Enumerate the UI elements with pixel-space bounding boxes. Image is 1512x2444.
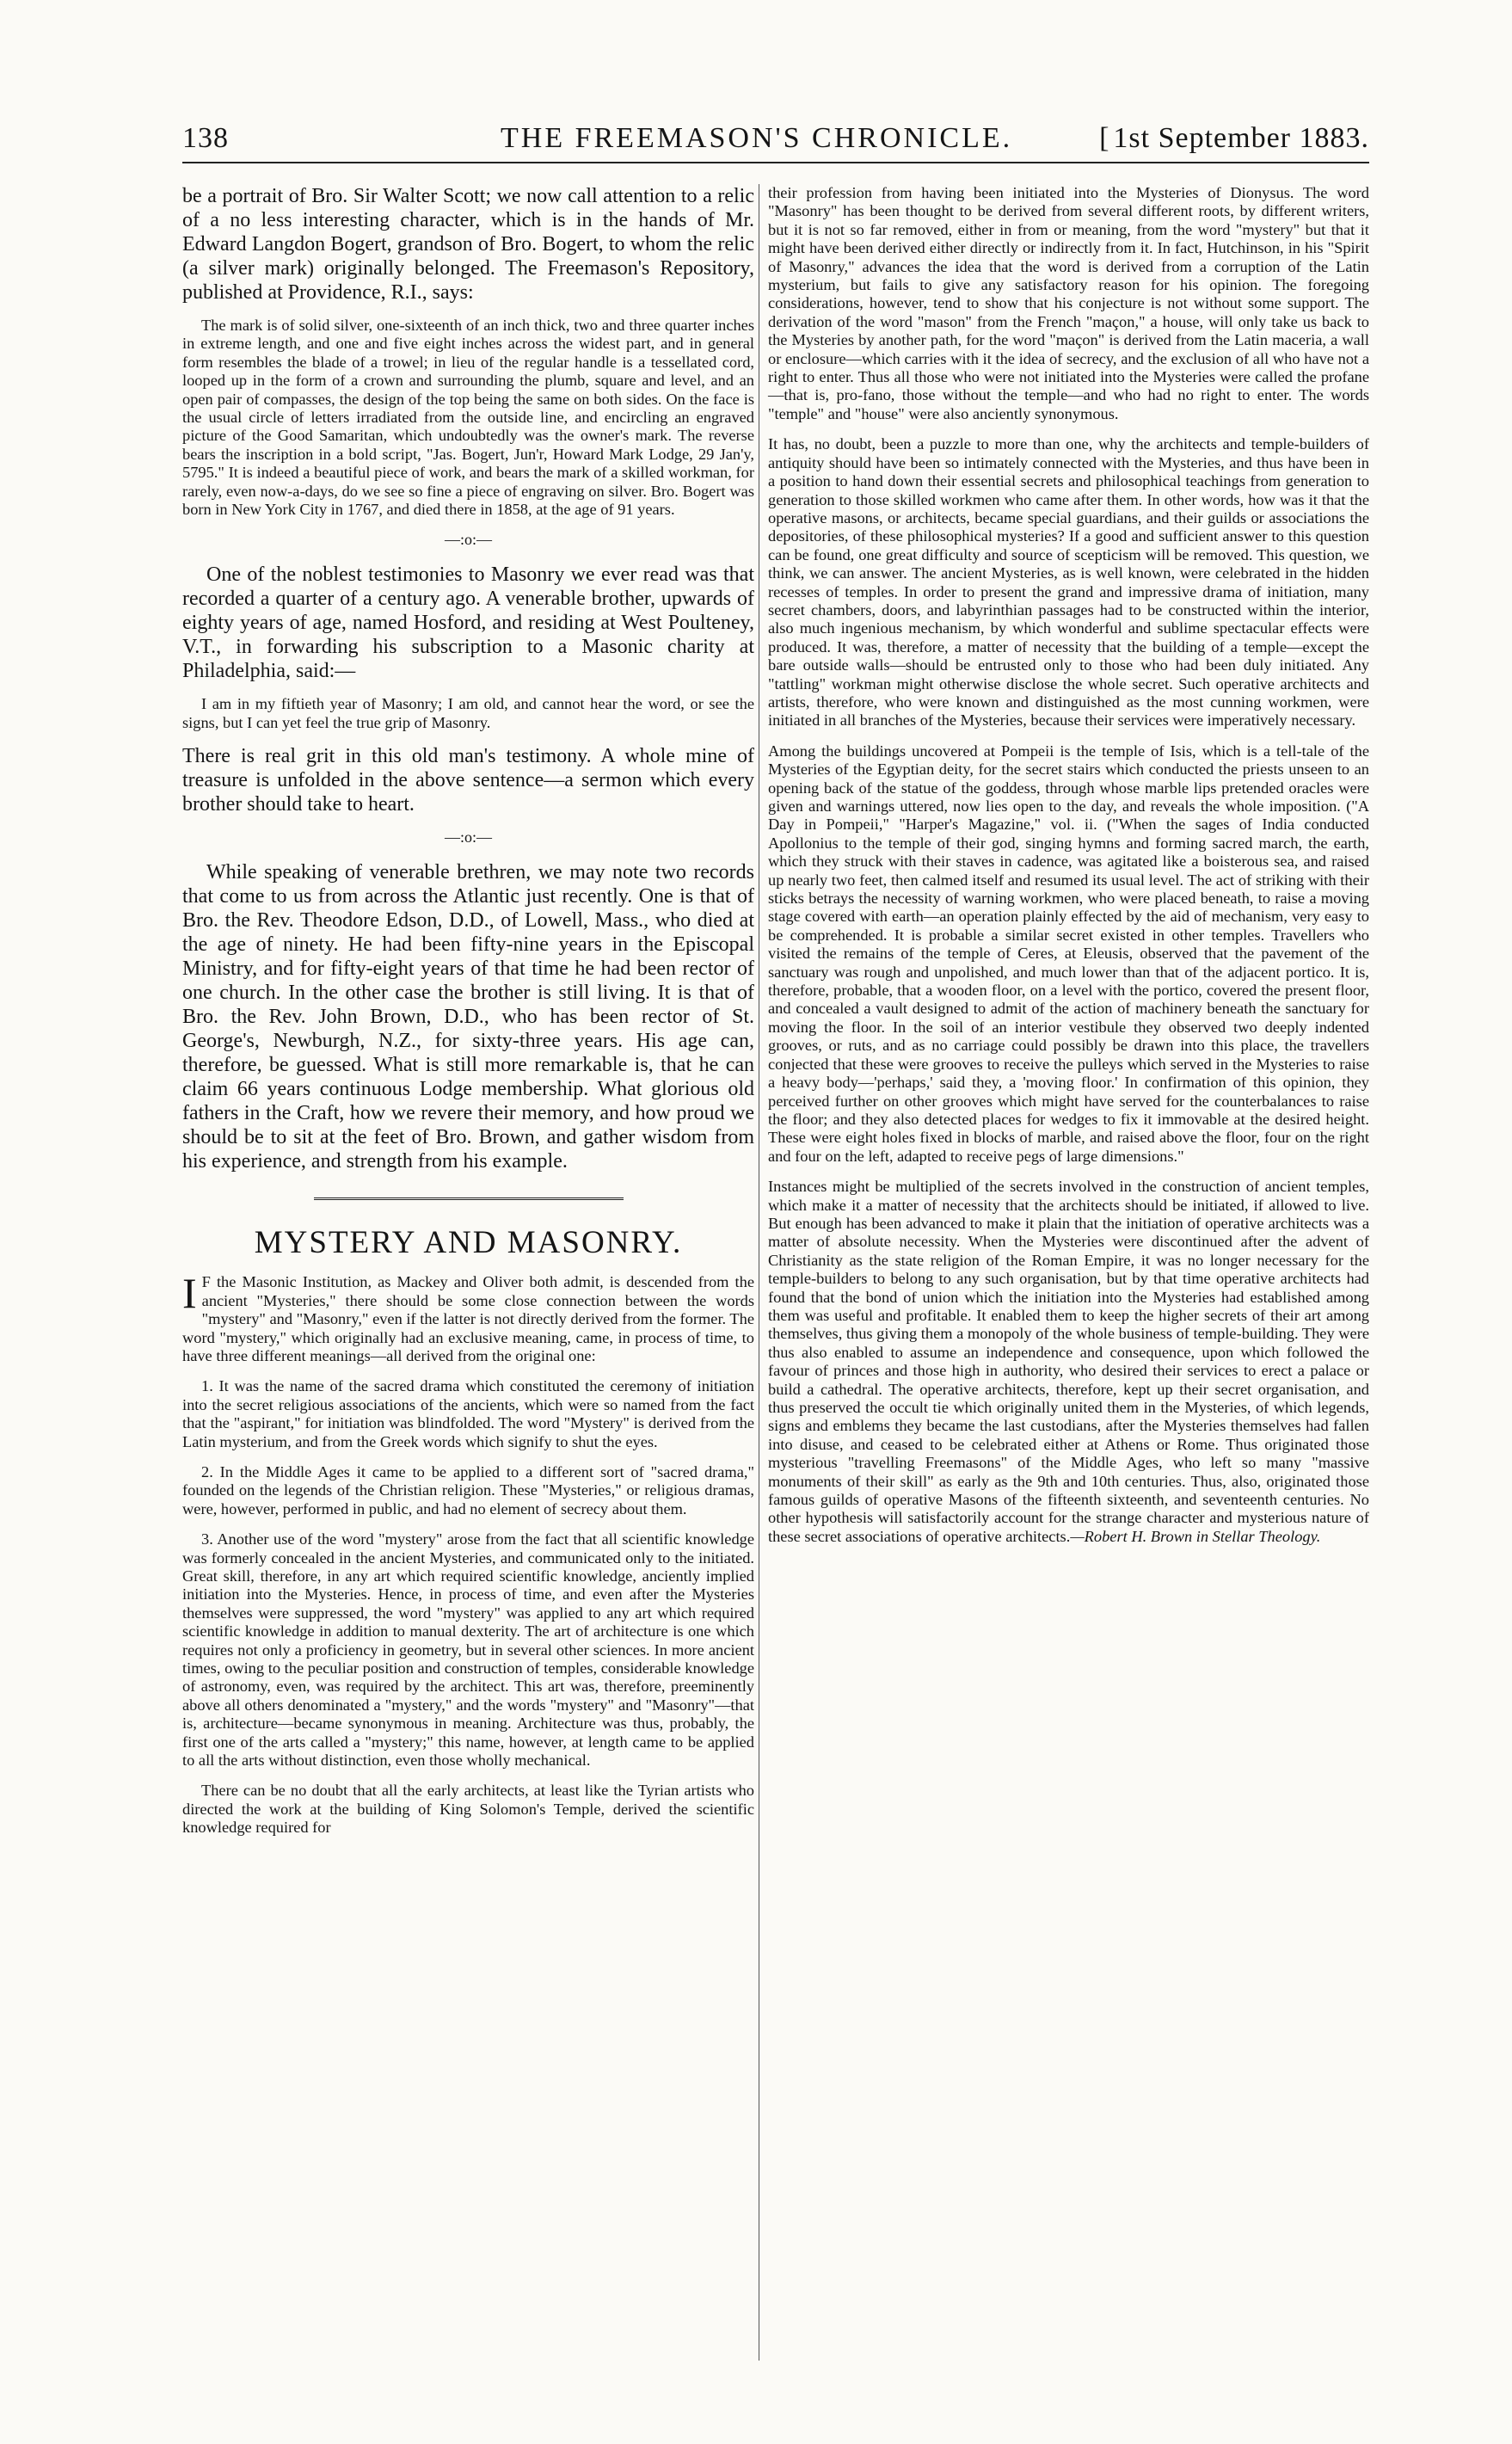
meaning-2: 2. In the Middle Ages it came to be applied to a different sort of "sacred drama," founded on the legends of the Christian religion. These "Mysteries," or religious dramas, were, however, performed in public, and had no element of secrecy about them. — [182, 1462, 754, 1517]
grit-paragraph: There is real grit in this old man's testimony. A whole mine of treasure is unfolded in the above sentence—a sermon which every brother should take to heart. — [182, 745, 754, 816]
separator: —:o:— — [444, 828, 492, 846]
meaning-3: 3. Another use of the word "mystery" arose from the fact that all scientific knowledge was formerly concealed in the ancient Mysteries, and communicated only to the initiated. Great skill, therefore, in any art which required scientific knowledge, anciently implied initiation into the Mysteries. Hence, in process of time, and even after the Mysteries themselves were suppressed, the word "mystery" was applied to any art which required scientific knowledge in addition to manual dexterity. The art of architecture is one which requires not only a proficiency in geometry, but in several other sciences. In more ancient times, owing to the peculiar position and construction of temples, considerable knowledge of astronomy, even, was required by the architect. This art was, therefore, preeminently above all others denominated a "mystery," and the words "mystery" and "Masonry"—that is, architecture—became synonymous in meaning. Architecture was thus, probably, the first one of the arts called a "mystery;" this name, however, at length came to be applied to all the arts without distinction, even those wholly mechanical. — [182, 1530, 754, 1770]
right-column — [768, 184, 1369, 1558]
bogert-paragraph: be a portrait of Bro. Sir Walter Scott; we now call attention to a relic of a no less interesting character, which is in the hands of Mr. Edward Langdon Bogert, grandson of Bro. Bogert, to whom the relic (a silver mark) originally belonged. The Freemason's Repository, published at Providence, R.I., says: — [182, 185, 754, 304]
section-rule — [314, 1197, 624, 1202]
intro-text: F the Masonic Institution, as Mackey and Oliver both admit, is descended from the ancient "Mysteries," there should be some close connection between the words "mystery" and "Masonry," even if the latter is not directly derived from the former. The word "mystery," which originally had an exclusive meaning, came, in process of time, to have three different meanings—all derived from the original one: — [182, 1273, 755, 1364]
article-title: MYSTERY AND MASONRY. — [254, 1225, 683, 1261]
instances-paragraph — [768, 1178, 1369, 1546]
intro-paragraph — [182, 1269, 755, 1365]
etymology-paragraph: their profession from having been initiated into the Mysteries of Dionysus. The word "Masonry" has been thought to be derived from several different roots, by different writers, but it is not so far removed, either in from or meaning, from the word "mystery" but that it might have been derived either directly or indirectly from it. In fact, Hutchinson, in his "Spirit of Masonry," advances the idea that the word is derived from a corruption of the Latin mysterium, but fails to give any satisfactory reason for his opinion. The foregoing considerations, however, tend to show that his conjecture is not without some support. The derivation of the word "mason" from the French "maçon," a house, will only take us back to the Mysteries by another path, for the word "maçon" is derived from the Latin maceria, a wall or enclosure—which carries with it the idea of secrecy, and the exclusion of all who have not a right to enter. Thus all those who were not initiated into the Mysteries were called the profane—that is, pro-fano, those without the temple—and who had no right to enter. The words "temple" and "house" were also anciently synonymous. — [768, 184, 1369, 422]
hosford-paragraph: One of the noblest testimonies to Masonry we ever read was that recorded a quarter of a century ago. A venerable brother, upwards of eighty years of age, named Hosford, and residing at West Poulteney, V.T., in forwarding his subscription to a Masonic charity at Philadelphia, said:— — [182, 563, 754, 683]
left-column — [182, 184, 754, 1850]
repository-quote: The mark is of solid silver, one-sixteenth of an inch thick, two and three quarter inches in extreme length, and one and five eight inches across the widest part, and in general form resembles the blade of a trowel; in lieu of the regular handle is a tessellated cord, looped up in the form of a crown and surrounding the plumb, square and level, and an open pair of compasses, the design of the top being the same on both sides. On the face is the usual circle of letters irradiated from the outside line, and encircling an engraved picture of the Good Samaritan, which undoubtedly was the owner's mark. The reverse bears the inscription in a bold script, "Jas. Bogert, Jun'r, Howard Mark Lodge, 29 Jan'y, 5795." It is indeed a beautiful piece of work, and bears the mark of a skilled workman, for rarely, even now-a-days, do we see so fine a piece of engraving on silver. Bro. Bogert was born in New York City in 1767, and died there in 1858, at the age of 91 years. — [182, 317, 754, 519]
meaning-1: 1. It was the name of the sacred drama which constituted the ceremony of initiation into the secret religious associations of the ancients, which were so named from the fact that the "aspirant," for initiation was blindfolded. The word "Mystery" is derived from the Latin mysterium, and from the Greek words which signify to shut the eyes. — [182, 1377, 754, 1450]
puzzle-paragraph: It has, no doubt, been a puzzle to more than one, why the architects and temple-builders of antiquity should have been so intimately connected with the Mysteries, and thus have been in a position to hand down their essential secrets and philosophical teachings from generation to generation to those skilled workmen who came after them. In other words, how was it that the operative masons, or architects, became special guardians, and their guilds or associations the depositories, of these philosophical mysteries? If a good and sufficient answer to this question can be found, one great difficulty and source of scepticism will be removed. This question, we think, we can answer. The ancient Mysteries, as is well known, were celebrated in the hidden recesses of temples. In order to present the grand and impressive drama of initiation, many secret chambers, doors, and labyrinthian passages had to be constructed within the interior, also much ingenious mechanism, by which wonderful and sublime spectacular effects were produced. It was, therefore, a matter of necessity that the building of a temple—except the bare outside walls—should be entrusted only to those who had been duly initiated. Any "tattling" workman might otherwise disclose the whole secret. Such operative architects and artists, therefore, who were known and distinguished as the most cunning workmen, were initiated in all branches of the Mysteries, because their services were imperatively necessary. — [768, 435, 1369, 730]
page-number: 138 — [182, 122, 229, 154]
pompeii-paragraph: Among the buildings uncovered at Pompeii is the temple of Isis, which is a tell-tale of the Mysteries of the Egyptian deity, for the secret stairs which conducted the priests unseen to an opening back of the statue of the goddess, through whose marble lips pretended oracles were given and warnings uttered, now lies open to the day, and reveals the whole imposition. ("A Day in Pompeii," "Harper's Magazine," vol. ii. ("When the sages of India conducted Apollonius to the temple of their god, singing hymns and forming sacred march, the earth, which they struck with their staves in cadence, was agitated like a boisterous sea, and raised up nearly two feet, then calmed itself and resumed its usual level. The act of striking with their sticks betrays the necessity of warning workmen, who were placed beneath, to raise a moving stage covered with earth—an operation plainly effected by the aid of mechanism, very easy to be comprehended. It is probable a similar secret existed in other temples. Travellers who visited the remains of the temple of Ceres, at Eleusis, observed that the pavement of the sanctuary was rough and unpolished, and much lower than that of the adjacent portico. It is, therefore, probable, that a wooden floor, on a level with the portico, covered the present floor, and concealed a vault designed to admit of the action of machinery beneath the sanctuary for moving the floor. In the soil of an interior vestibule they observed two deeply indented grooves, or ruts, and as no carriage could possibly be drawn into this place, the travellers conjected that these were grooves to receive the pulleys which served in the Mysteries to raise a heavy body—'perhaps,' said they, a 'moving floor.' In confirmation of this opinion, they perceived further on other grooves which might have served for the counterbalances to raise the floor; and they also detected places for wedges to fix it immovable at the desired height. These were eight holes fixed in blocks of marble, and raised above the floor, four on the right and four on the left, adapted to receive pegs of large dimensions." — [768, 742, 1369, 1165]
instances-text: Instances might be multiplied of the secrets involved in the construction of ancient temples, which make it a matter of necessity that the architects should be initiated, if allowed to live. But enough has been advanced to make it plain that the initiation of operative architects was a matter of absolute necessity. When the Mysteries were discontinued after the advent of Christianity as the state religion of the Roman Empire, it was no longer necessary for the temple-builders to belong to any such organisation, but by that time operative architects had found that the bond of union which the initiation into the Mysteries had established among them was useful and profitable. It enabled them to keep the higher secrets of their art among themselves, thus giving them a monopoly of the whole business of temple-building. They were thus also enabled to assume an independence and consequence, upon which followed the favour of princes and those high in authority, who desired their services to erect a palace or build a cathedral. The operative architects, therefore, kept up their secret organisation, and thus preserved the occult tie which originally united them in the Mysteries, of which legends, signs and emblems they became the last custodians, after the Mysteries themselves had fallen into disuse, and ceased to be celebrated either at Athens or Rome. Thus originated those mysterious "travelling Freemasons" of the Middle Ages, who left so many "massive monuments of their skill" as early as the 9th and 10th centuries. Thus, also, originated those famous guilds of operative Masons of the fifteenth sixteenth, and seventeenth centuries. No other hypothesis will satisfactorily account for the strange character and mysterious nature of these secret associations of operative architects. — [768, 1178, 1369, 1545]
hosford-quote: I am in my fiftieth year of Masonry; I am old, and cannot hear the word, or see the signs, but I can yet feel the true grip of Masonry. — [182, 695, 754, 731]
issue-date: [ 1st September 1883. — [1099, 122, 1369, 155]
author-credit: —Robert H. Brown in Stellar Theology. — [1070, 1527, 1321, 1545]
drop-cap: I — [182, 1269, 197, 1318]
architects-paragraph: There can be no doubt that all the early architects, at least like the Tyrian artists who directed the work at the building of King Solomon's Temple, derived the scientific knowledge required for — [182, 1782, 754, 1837]
brethren-paragraph: While speaking of venerable brethren, we may note two records that come to us from across the Atlantic just recently. One is that of Bro. the Rev. Theodore Edson, D.D., of Lowell, Mass., who died at the age of ninety. He had been fifty-nine years in the Episcopal Ministry, and for fifty-eight years of that time he had been rector of one church. In the other case the brother is still living. It is that of Bro. the Rev. John Brown, D.D., who has been rector of St. George's, Newburgh, N.Z., for sixty-three years. His age can, therefore, be guessed. What is still more remarkable is, that he can claim 66 years continuous Lodge membership. What glorious old fathers in the Craft, how we revere their memory, and how proud we should be to sit at the feet of Bro. Brown, and gather wisdom from his experience, and strength from his example. — [182, 861, 754, 1173]
separator: —:o:— — [444, 531, 492, 549]
page-header — [182, 122, 1369, 163]
masthead-title: THE FREEMASON'S CHRONICLE. — [501, 122, 1013, 154]
